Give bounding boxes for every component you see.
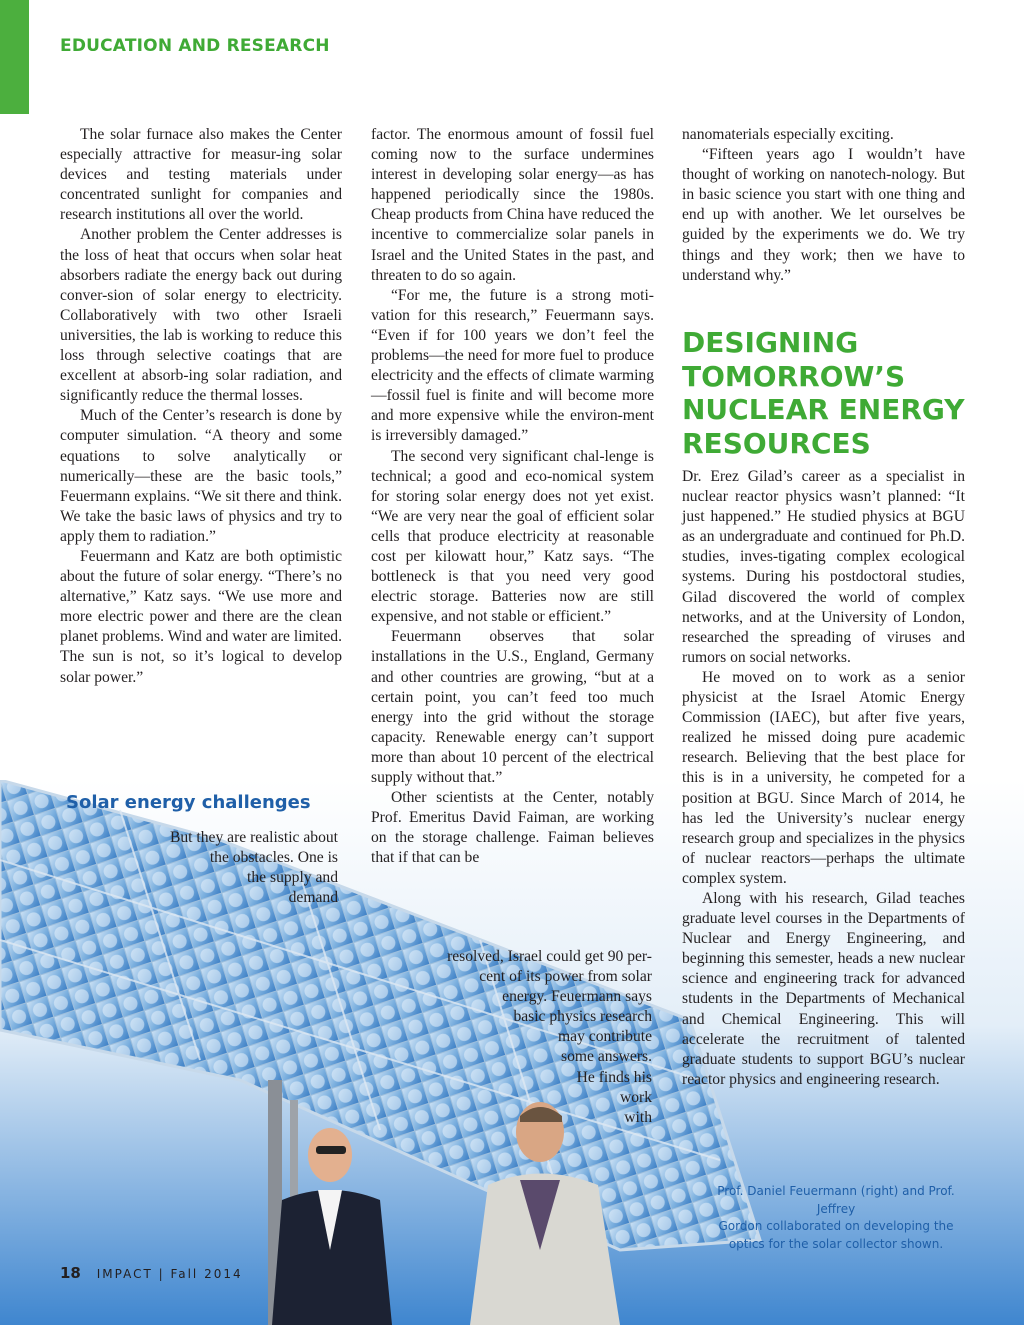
article-heading-nuclear-energy <box>682 326 965 460</box>
caption-line: Gordon collaborated on developing the <box>718 1219 954 1233</box>
col2-paragraph-5: Other scientists at the Center, notably Prof. Emeritus David Faiman, are working on the storage challenge. Faiman believes that if that can be <box>371 789 654 867</box>
section-label: EDUCATION AND RESEARCH <box>60 36 330 56</box>
col1-tail-line: the obstacles. One is <box>209 849 338 867</box>
col1-tail-line: demand <box>288 889 338 907</box>
caption-line: optics for the solar collector shown. <box>728 1236 944 1251</box>
col2-tail-line: resolved, Israel could get 90 per- <box>447 948 652 965</box>
subheading-solar-energy-challenges: Solar energy challenges <box>66 792 311 813</box>
section-color-bar <box>0 0 29 114</box>
col2-tail-text <box>447 947 652 1128</box>
column-1 <box>60 125 342 688</box>
col1-tail-text <box>170 828 338 908</box>
col2-tail-line: cent of its power from solar <box>479 968 652 986</box>
col2-paragraph-2: “For me, the future is a strong moti-vation for this research,” Feuermann says. “Even if for 100 years we don’t feel the problems—the need for more fuel to produce electricity and the effects of climate warming—fossil fuel is finite and will become more and more expensive while the environ-ment is irreversibly damaged.” <box>371 286 654 445</box>
col1-paragraph-4: Feuermann and Katz are both optimistic about the future of solar energy. “There’s no alternative,” Katz says. “We use more and more electric power and there are the clean planet problems. Wind and water are limited. The sun is not, so it’s logical to develop solar power.” <box>60 547 342 686</box>
publication-name: IMPACT | Fall 2014 <box>96 1267 243 1281</box>
heading-line: TOMORROW’S <box>682 359 906 393</box>
page-footer <box>60 1264 243 1282</box>
heading-line: RESOURCES <box>682 426 871 460</box>
col2-paragraph-4: Feuermann observes that solar installations in the U.S., England, Germany and other countries are growing, “but at a certain point, you can’t feed too much energy into the grid without the storage capacity. Renewable energy can’t support more than about 10 percent of the electrical supply without that.” <box>371 628 654 786</box>
column-3-article <box>682 467 965 1090</box>
col3-article-paragraph-2: He moved on to work as a senior physicist at the Israel Atomic Energy Commission (IAEC), but after five years, realized he missed doing pure academic research. Believing that the best place for this is in a university, he competed for a position at BGU. Since March of 2014, he has led the University’s nuclear energy research group and specializes in the physics of nuclear reactors—perhaps the ultimate complex system. <box>682 668 965 887</box>
col1-paragraph-2: Another problem the Center addresses is the loss of heat that occurs when solar heat absorbers radiate the energy back out during conver-sion of solar energy to electricity. Collaboratively with two other Israeli universities, the lab is working to reduce this loss through selective coatings that are excellent at absorb-ing solar radiation, and significantly reduce the thermal losses. <box>60 226 342 405</box>
col1-paragraph-3: Much of the Center’s research is done by computer simulation. “A theory and some equations to solve analytically or numerically—these are the basic tools,” Feuermann explains. “We sit there and think. We take the basic laws of physics and try to apply them to radiation.” <box>60 407 342 545</box>
col3-paragraph-2: “Fifteen years ago I wouldn’t have thought of working on nanotech-nology. But in basic science you start with one thing and end up with another. We let ourselves be guided by the experiments we do. We try things and they work; then we have to understand why.” <box>682 146 965 284</box>
col1-paragraph-1: The solar furnace also makes the Center especially attractive for measur-ing solar devices and testing materials under concentrated sunlight for companies and research institutions all over the world. <box>60 126 342 224</box>
col2-tail-line: energy. Feuermann says <box>502 988 652 1006</box>
heading-line: DESIGNING <box>682 326 859 359</box>
page-number: 18 <box>60 1264 81 1282</box>
column-3 <box>682 125 965 286</box>
caption-line: Prof. Daniel Feuermann (right) and Prof. Jeffrey <box>717 1184 955 1216</box>
col1-tail-line: the supply and <box>247 869 338 887</box>
col2-tail-line: basic physics research <box>513 1008 652 1026</box>
col2-paragraph-1: factor. The enormous amount of fossil fuel coming now to the surface undermines interest in developing solar energy—as has happened periodically since the 1980s. Cheap products from China have reduced the incentive to commercialize solar panels in Israel and the United States in the past, and threaten to do so again. <box>371 126 654 284</box>
col3-article-paragraph-1: Dr. Erez Gilad’s career as a specialist in nuclear reactor physics wasn’t planned: “It just happened.” He studied physics at BGU as an undergraduate and continued for Ph.D. studies, inves-tigating complex ecological systems. During his postdoctoral studies, Gilad discovered the world of complex networks, and at the University of London, researched the spreading of viruses and rumors on social networks. <box>682 468 965 666</box>
col3-article-paragraph-3: Along with his research, Gilad teaches graduate level courses in the Departments of Nuclear and Energy Engineering, and beginning this semester, heads a new nuclear science and engineering track for advanced students in the Departments of Mechanical and Chemical Engineering. This will accelerate the recruitment of talented graduate students to support BGU’s nuclear reactor physics and engineering research. <box>682 889 965 1088</box>
col2-tail-line: some answers. <box>561 1048 652 1066</box>
col3-paragraph-1: nanomaterials especially exciting. <box>682 126 894 143</box>
photo-caption <box>700 1183 972 1253</box>
col2-paragraph-3: The second very significant chal-lenge is technical; a good and eco-nomical system for storing solar energy does not yet exist. “We are very near the goal of efficient solar cells that produce electricity at reasonable cost per kilowatt hour,” Katz says. “The bottleneck is that you need very good electric storage. Batteries now are still expensive, and not stable or efficient.” <box>371 447 654 626</box>
col2-tail-line: work <box>619 1088 652 1106</box>
col1-tail-line: But they are realistic about <box>169 829 338 846</box>
col2-tail-line: with <box>624 1108 652 1126</box>
col2-tail-line: He finds his <box>576 1068 652 1086</box>
col2-tail-line: may contribute <box>558 1028 652 1046</box>
column-2 <box>371 125 654 868</box>
heading-line: NUCLEAR ENERGY <box>682 393 965 426</box>
